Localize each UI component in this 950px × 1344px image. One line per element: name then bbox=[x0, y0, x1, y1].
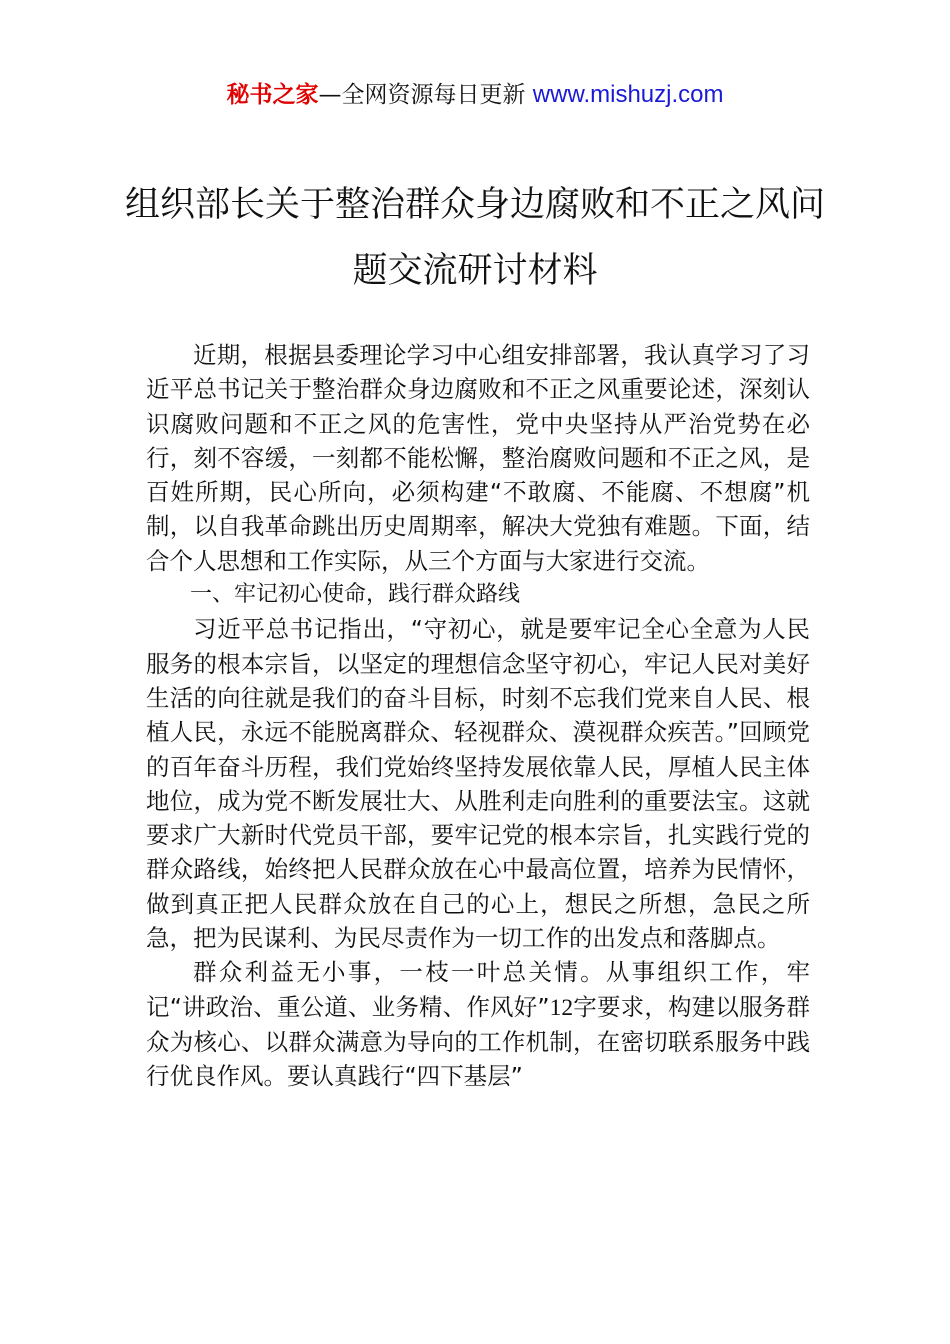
body-paragraph-3 bbox=[146, 955, 810, 1093]
site-header bbox=[0, 78, 950, 112]
header-slogan: —全网资源每日更新 bbox=[318, 82, 526, 108]
brand-name: 秘书之家 bbox=[226, 82, 319, 108]
paragraph-3-number: 12 bbox=[549, 994, 574, 1021]
paragraph-3-text-a: 群众利益无小事，一枝一叶总关情。从事组织工作，牢记“讲政治、重公道、业务精、作风好” bbox=[146, 958, 810, 1021]
document-title: 组织部长关于整治群众身边腐败和不正之风问题交流研讨材料 bbox=[124, 185, 825, 291]
intro-paragraph: 近期，根据县委理论学习中心组安排部署，我认真学习了习近平总书记关于整治群众身边腐败和不正之风重要论述，深刻认识腐败问题和不正之风的危害性，党中央坚持从严治党势在必行，刻不容缓，一刻都不能松懈，整治腐败问题和不正之风，是百姓所期，民心所向，必须构建“不敢腐、不能腐、不想腐”机制，以自我革命跳出历史周期率，解决大党独有难题。下面，结合个人思想和工作实际，从三个方面与大家进行交流。 bbox=[146, 341, 810, 575]
paragraph-3-text-b: 字要求，构建以服务群众为核心、以群众满意为导向的工作机制，在密切联系服务中践行优良作风。要认真践行“四下基层” bbox=[146, 992, 810, 1091]
site-url-link[interactable]: www.mishuzj.com bbox=[532, 81, 724, 108]
document-body bbox=[146, 338, 810, 1094]
body-paragraph-2: 习近平总书记指出，“守初心，就是要牢记全心全意为人民服务的根本宗旨，以坚定的理想信念坚守初心，牢记人民对美好生活的向往就是我们的奋斗目标，时刻不忘我们党来自人民、根植人民，永远不能脱离群众、轻视群众、漠视群众疾苦。”回顾党的百年奋斗历程，我们党始终坚持发展依靠人民，厚植人民主体地位，成为党不断发展壮大、从胜利走向胜利的重要法宝。这就要求广大新时代党员干部，要牢记党的根本宗旨，扎实践行党的群众路线，始终把人民群众放在心中最高位置，培养为民情怀，做到真正把人民群众放在自己的心上，想民之所想，急民之所急，把为民谋利、为民尽责作为一切工作的出发点和落脚点。 bbox=[146, 615, 810, 953]
section-heading-1: 一、牢记初心使命，践行群众路线 bbox=[190, 582, 521, 608]
